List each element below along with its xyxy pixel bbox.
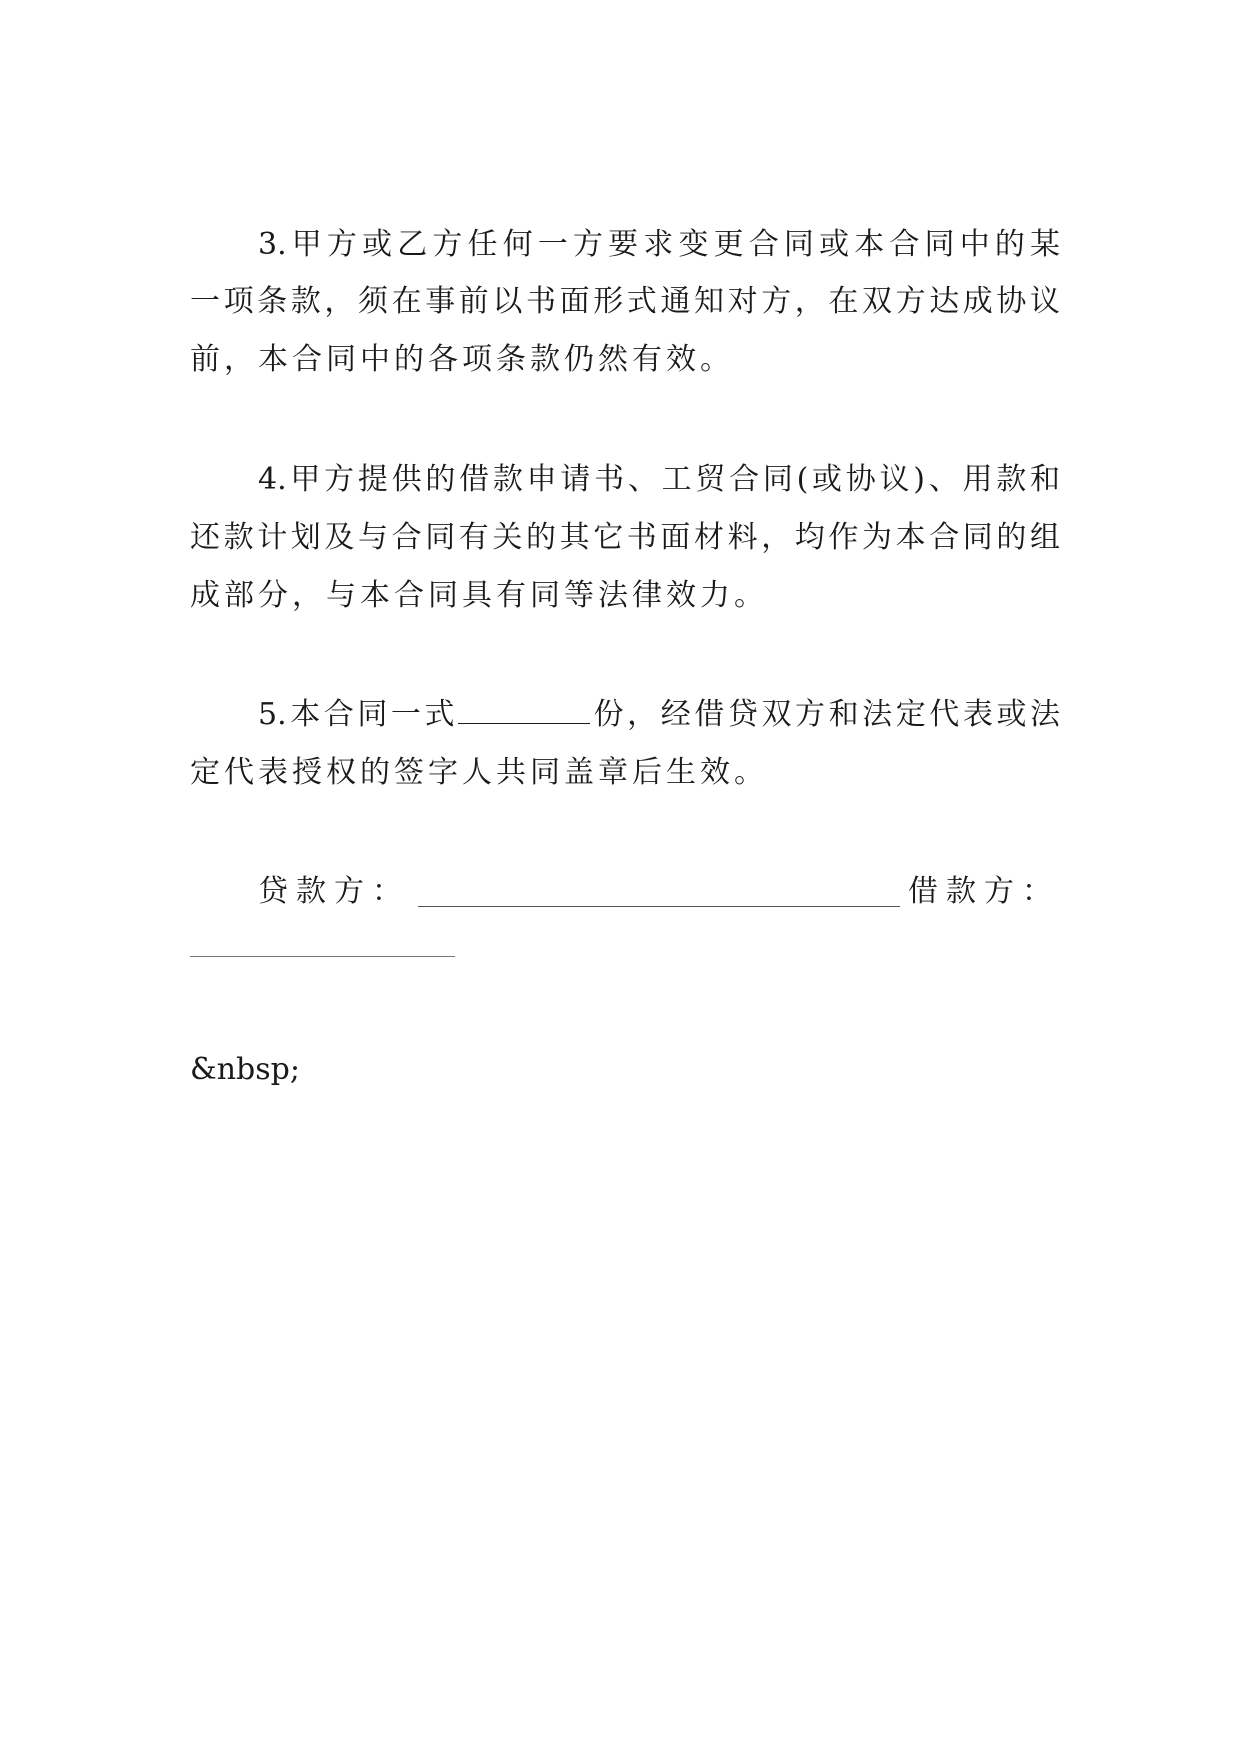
borrower-signature-blank xyxy=(190,955,455,957)
clause-5-text-after-blank: 份，经借贷双方和法定代表或法 xyxy=(590,697,1061,732)
copies-blank xyxy=(458,693,590,724)
clause-3-line-1: 3.甲方或乙方任何一方要求变更合同或本合同中的某 xyxy=(258,227,1060,262)
borrower-label: 借款方： xyxy=(908,874,1060,909)
lender-label: 贷款方： xyxy=(258,874,410,909)
trailing-nbsp-text: &nbsp; xyxy=(190,1052,300,1087)
clause-5-text-before-blank: 5.本合同一式 xyxy=(258,697,459,732)
clause-5-line-1 xyxy=(258,685,1060,745)
clause-4-line-2: 还款计划及与合同有关的其它书面材料，均作为本合同的组 xyxy=(190,520,1060,555)
clause-4-line-1: 4.甲方提供的借款申请书、工贸合同(或协议)、用款和 xyxy=(258,462,1060,497)
clause-3-line-2: 一项条款，须在事前以书面形式通知对方，在双方达成协议 xyxy=(190,284,1060,319)
clause-5-line-2: 定代表授权的签字人共同盖章后生效。 xyxy=(190,755,768,790)
signature-row xyxy=(258,862,1060,922)
clause-3-line-3: 前，本合同中的各项条款仍然有效。 xyxy=(190,342,734,377)
lender-signature-blank xyxy=(418,905,900,907)
clause-4-line-3: 成部分，与本合同具有同等法律效力。 xyxy=(190,578,768,613)
